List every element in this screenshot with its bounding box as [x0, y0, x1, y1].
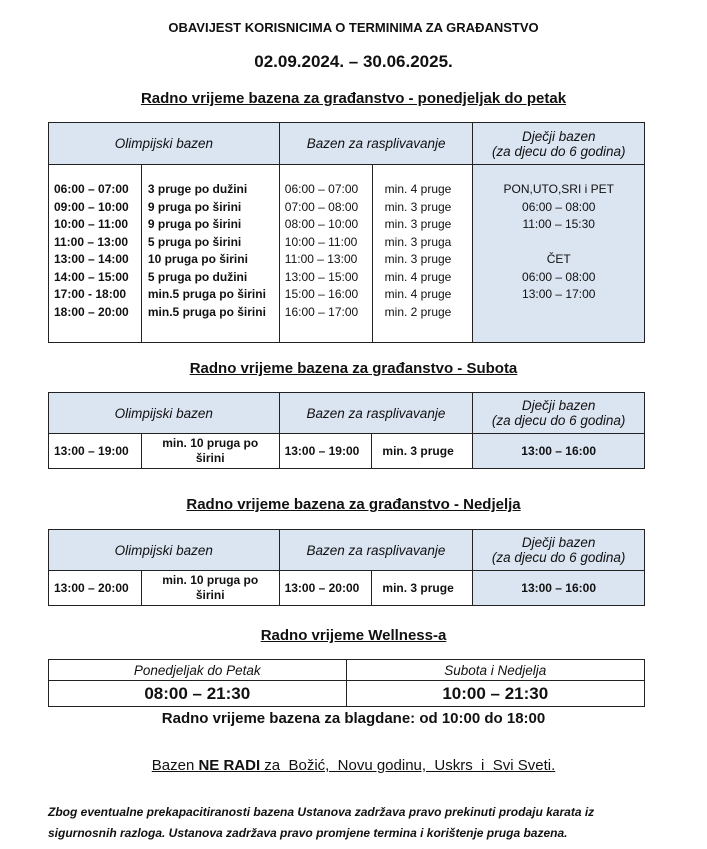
closed-emphasis: NE RADI — [198, 757, 261, 774]
olympic-lanes: 5 pruga po dužini — [147, 269, 248, 284]
learner-time: 13:00 – 15:00 — [284, 269, 359, 284]
learner-lanes: min. 4 pruge — [384, 182, 452, 196]
olympic-time: 18:00 – 20:00 — [54, 304, 129, 319]
olympic-lanes-line: širini — [195, 588, 225, 602]
kids-days: PON,UTO,SRI i PET — [503, 182, 614, 196]
wellness-weekend-hours: 10:00 – 21:30 — [346, 681, 644, 707]
kids-time: 11:00 – 15:30 — [522, 217, 595, 231]
olympic-time: 14:00 – 15:00 — [54, 269, 129, 284]
olympic-time: 06:00 – 07:00 — [54, 182, 129, 196]
closed-prefix: Bazen — [151, 757, 199, 774]
kids-pool-title: Dječji bazen — [521, 535, 596, 550]
olympic-time: 17:00 - 18:00 — [54, 287, 127, 301]
olympic-time: 10:00 – 11:00 — [54, 217, 129, 231]
kids-time: 06:00 – 08:00 — [522, 199, 596, 214]
learner-lanes: min. 3 pruge — [384, 252, 452, 266]
closed-suffix: za Božić, Novu godinu, Uskrs i Svi Sveti. — [260, 757, 556, 774]
kids-time: 13:00 – 17:00 — [522, 287, 596, 301]
olympic-lanes: 9 pruga po širini — [147, 217, 242, 231]
olympic-lanes: 5 pruga po širini — [147, 234, 242, 249]
olympic-lanes: min.5 pruga po širini — [147, 287, 266, 301]
weekday-heading: Radno vrijeme bazena za građanstvo - ponedjeljak do petak — [140, 90, 567, 107]
learner-time: 15:00 – 16:00 — [284, 287, 359, 301]
learner-times-cell — [279, 165, 372, 343]
kids-pool-header — [473, 393, 645, 434]
kids-time: 13:00 – 16:00 — [473, 434, 645, 469]
learner-pool-header: Bazen za rasplivavanje — [279, 530, 473, 571]
learner-lanes: min. 4 pruge — [384, 287, 452, 301]
disclaimer-line: sigurnosnih razloga. Ustanova zadržava pravo promjene termina i korištenje pruga bazena. — [48, 826, 568, 840]
wellness-heading: Radno vrijeme Wellness-a — [260, 627, 447, 644]
learner-time: 13:00 – 19:00 — [279, 434, 372, 469]
document-title: OBAVIJEST KORISNICIMA O TERMINIMA ZA GRAĐANSTVO — [168, 20, 539, 35]
learner-lanes: min. 3 pruge — [384, 217, 452, 231]
olympic-lanes-line: min. 10 pruga po — [162, 573, 259, 587]
disclaimer — [48, 802, 668, 844]
saturday-heading: Radno vrijeme bazena za građanstvo - Subota — [189, 360, 518, 377]
sunday-heading: Radno vrijeme bazena za građanstvo - Nedjelja — [186, 496, 521, 513]
learner-lanes: min. 2 pruge — [384, 304, 452, 319]
learner-time: 13:00 – 20:00 — [279, 571, 372, 606]
olympic-time: 13:00 – 14:00 — [54, 252, 129, 266]
olympic-time: 13:00 – 19:00 — [49, 434, 142, 469]
kids-time: 13:00 – 16:00 — [473, 571, 645, 606]
olympic-lanes: min.5 pruga po širini — [147, 304, 266, 319]
learner-lanes: min. 4 pruge — [384, 269, 452, 284]
olympic-lanes-cell — [141, 165, 279, 343]
olympic-pool-header: Olimpijski bazen — [49, 530, 280, 571]
olympic-time: 13:00 – 20:00 — [49, 571, 142, 606]
closed-days — [0, 757, 707, 774]
olympic-lanes: 10 pruga po širini — [147, 252, 248, 266]
olympic-lanes — [141, 571, 279, 606]
learner-lanes-cell — [372, 165, 473, 343]
olympic-time: 11:00 – 13:00 — [54, 234, 129, 249]
olympic-lanes — [141, 434, 279, 469]
saturday-table — [48, 392, 645, 469]
kids-pool-title: Dječji bazen — [521, 128, 596, 144]
learner-pool-header: Bazen za rasplivavanje — [279, 393, 473, 434]
kids-pool-title: Dječji bazen — [521, 398, 596, 413]
disclaimer-line: Zbog eventualne prekapacitiranosti bazena Ustanova zadržava pravo prekinuti prodaju karata iz — [48, 805, 595, 819]
wellness-weekday-hours: 08:00 – 21:30 — [49, 681, 347, 707]
learner-lanes: min. 3 pruge — [372, 434, 473, 469]
learner-time: 06:00 – 07:00 — [284, 182, 359, 196]
date-range: 02.09.2024. – 30.06.2025. — [254, 52, 453, 71]
kids-days: ČET — [546, 252, 571, 266]
sunday-table — [48, 529, 645, 606]
kids-pool-subtitle: (za djecu do 6 godina) — [491, 143, 626, 159]
learner-time: 11:00 – 13:00 — [284, 252, 358, 266]
kids-pool-header — [473, 123, 645, 165]
kids-schedule-cell — [473, 165, 645, 343]
wellness-weekday-label: Ponedjeljak do Petak — [49, 660, 347, 681]
learner-lanes: min. 3 pruga — [384, 234, 452, 249]
kids-pool-header — [473, 530, 645, 571]
learner-lanes: min. 3 pruge — [384, 199, 452, 214]
kids-pool-subtitle: (za djecu do 6 godina) — [491, 413, 626, 428]
learner-time: 08:00 – 10:00 — [284, 217, 359, 231]
olympic-lanes-line: širini — [195, 451, 225, 465]
kids-pool-subtitle: (za djecu do 6 godina) — [491, 550, 626, 565]
olympic-times-cell — [49, 165, 142, 343]
holiday-hours: Radno vrijeme bazena za blagdane: od 10:00 do 18:00 — [161, 710, 546, 727]
learner-lanes: min. 3 pruge — [372, 571, 473, 606]
weekday-table — [48, 122, 645, 343]
wellness-weekend-label: Subota i Nedjelja — [346, 660, 644, 681]
olympic-pool-header: Olimpijski bazen — [49, 393, 280, 434]
learner-time: 07:00 – 08:00 — [284, 199, 359, 214]
olympic-pool-header: Olimpijski bazen — [49, 123, 280, 165]
kids-time: 06:00 – 08:00 — [522, 269, 596, 284]
learner-time: 16:00 – 17:00 — [284, 304, 359, 319]
olympic-lanes-line: min. 10 pruga po — [162, 436, 259, 450]
learner-pool-header: Bazen za rasplivavanje — [279, 123, 473, 165]
kids-spacer — [473, 234, 644, 252]
learner-time: 10:00 – 11:00 — [284, 234, 358, 249]
olympic-lanes: 3 pruge po dužini — [147, 182, 248, 196]
olympic-lanes: 9 pruga po širini — [147, 199, 242, 214]
wellness-table — [48, 659, 645, 707]
olympic-time: 09:00 – 10:00 — [54, 199, 129, 214]
